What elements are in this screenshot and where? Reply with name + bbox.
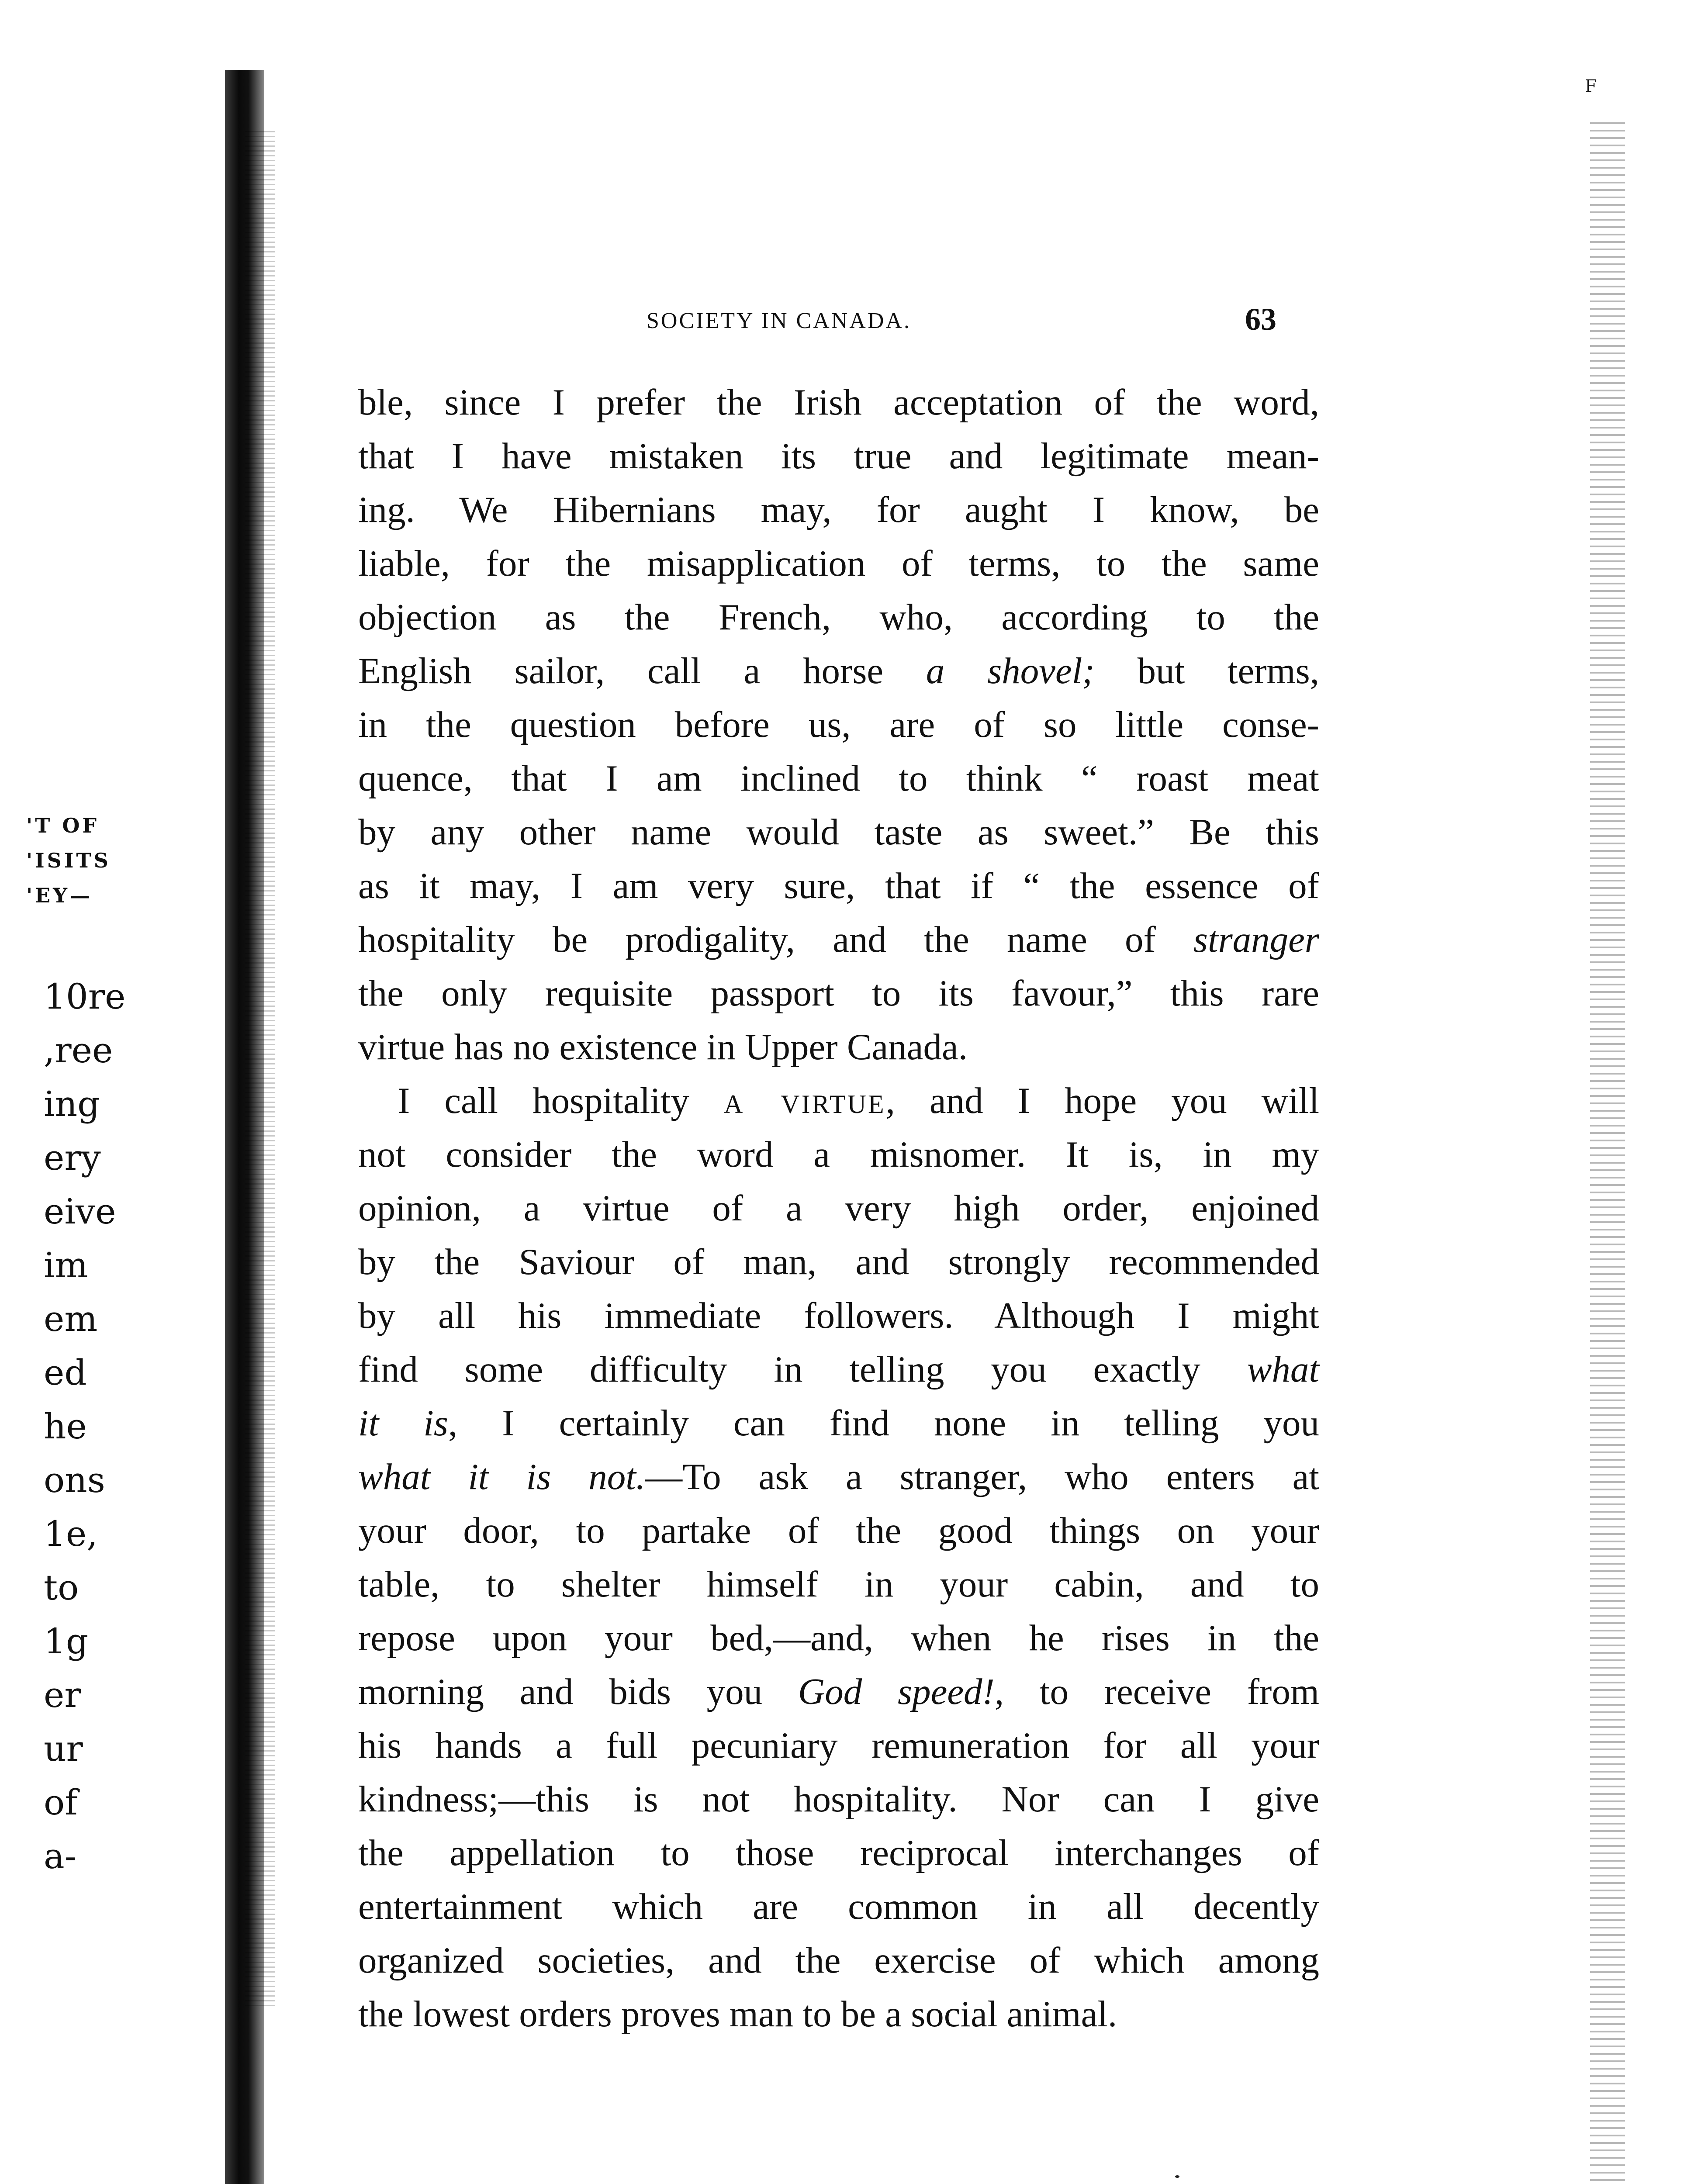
- text-line: objection as the French, who, according to the: [358, 597, 1319, 638]
- italic-phrase: it is: [358, 1403, 448, 1444]
- text-line: kindness;—this is not hospitality. Nor can I give: [358, 1779, 1319, 1820]
- text-line: hospitality be prodigality, and the name of stranger: [358, 919, 1319, 960]
- facing-fragment: ed: [44, 1352, 87, 1393]
- facing-fragment: of: [44, 1782, 78, 1823]
- text-line: that I have mistaken its true and legitimate mean-: [358, 435, 1319, 477]
- gutter-speckle: [245, 131, 275, 2009]
- text-line: English sailor, call a horse a shovel; but terms,: [358, 650, 1319, 691]
- page-number: 63: [1245, 302, 1276, 337]
- right-edge-speckle: [1590, 122, 1625, 2184]
- facing-caps-line: 'ISITS: [26, 849, 111, 872]
- facing-fragment: eive: [44, 1191, 116, 1232]
- facing-fragment: ,ree: [44, 1030, 113, 1071]
- text-line: your door, to partake of the good things on your: [358, 1510, 1319, 1551]
- text-line: find some difficulty in telling you exactly what: [358, 1349, 1319, 1390]
- text-line: what it is not.—To ask a stranger, who enters at: [358, 1456, 1319, 1497]
- text-line: by the Saviour of man, and strongly recommended: [358, 1241, 1319, 1282]
- facing-fragment: im: [44, 1245, 88, 1286]
- facing-fragment: 1g: [44, 1621, 89, 1662]
- text-line: not consider the word a misnomer. It is, in my: [358, 1134, 1319, 1175]
- text-line: table, to shelter himself in your cabin, and to: [358, 1564, 1319, 1605]
- facing-caps-line: 'T OF: [26, 814, 100, 837]
- facing-fragment: ur: [44, 1728, 83, 1769]
- text-line: organized societies, and the exercise of which among: [358, 1940, 1319, 1981]
- text-line: ble, since I prefer the Irish acceptation of the word,: [358, 382, 1319, 423]
- facing-fragment: 1e,: [44, 1514, 98, 1554]
- text-line: liable, for the misapplication of terms, to the same: [358, 543, 1319, 584]
- text-line: the appellation to those reciprocal interchanges of: [358, 1832, 1319, 1873]
- italic-phrase: what: [1247, 1349, 1319, 1390]
- italic-phrase: stranger: [1193, 919, 1319, 960]
- text-line: morning and bids you God speed!, to receive from: [358, 1671, 1319, 1712]
- text-line: quence, that I am inclined to think “ roast meat: [358, 758, 1319, 799]
- small-caps-phrase: a virtue: [723, 1080, 886, 1121]
- text-line: the lowest orders proves man to be a social animal.: [358, 1994, 1117, 2035]
- running-head: SOCIETY IN CANADA.: [647, 308, 911, 333]
- text-line: repose upon your bed,—and, when he rises in the: [358, 1617, 1319, 1659]
- text-line: in the question before us, are of so little conse-: [358, 704, 1319, 745]
- text-line: ing. We Hibernians may, for aught I know, be: [358, 489, 1319, 530]
- facing-fragment: ery: [44, 1137, 101, 1178]
- text-line: opinion, a virtue of a very high order, enjoined: [358, 1188, 1319, 1229]
- facing-fragment: a-: [44, 1836, 76, 1876]
- text-line: as it may, I am very sure, that if “ the essence of: [358, 865, 1319, 906]
- text-line: entertainment which are common in all decently: [358, 1886, 1319, 1927]
- text-line: his hands a full pecuniary remuneration for all your: [358, 1725, 1319, 1766]
- right-edge-mark: F: [1585, 76, 1597, 97]
- body-text: [358, 376, 1319, 2041]
- facing-fragment: to: [44, 1567, 79, 1608]
- facing-fragment: he: [44, 1406, 87, 1447]
- speck: [1175, 2175, 1179, 2178]
- text-line: by any other name would taste as sweet.” Be this: [358, 812, 1319, 853]
- text-line: by all his immediate followers. Although I might: [358, 1295, 1319, 1336]
- text-line: the only requisite passport to its favour,” this rare: [358, 973, 1319, 1014]
- text-line: it is, I certainly can find none in telling you: [358, 1403, 1319, 1444]
- facing-page-fragment: [26, 808, 126, 1883]
- italic-phrase: what it is not.: [358, 1456, 646, 1497]
- text-line: I call hospitality a virtue, and I hope you will: [398, 1080, 1319, 1121]
- facing-fragment: er: [44, 1675, 81, 1715]
- italic-phrase: a shovel;: [926, 650, 1095, 691]
- facing-fragment: 10re: [44, 976, 126, 1017]
- facing-caps-line: 'EY—: [26, 884, 93, 907]
- facing-fragment: ing: [44, 1084, 100, 1124]
- italic-phrase: God speed!: [798, 1671, 995, 1712]
- text-line: virtue has no existence in Upper Canada.: [358, 1026, 968, 1068]
- facing-fragment: em: [44, 1299, 98, 1339]
- facing-fragment: ons: [44, 1460, 105, 1500]
